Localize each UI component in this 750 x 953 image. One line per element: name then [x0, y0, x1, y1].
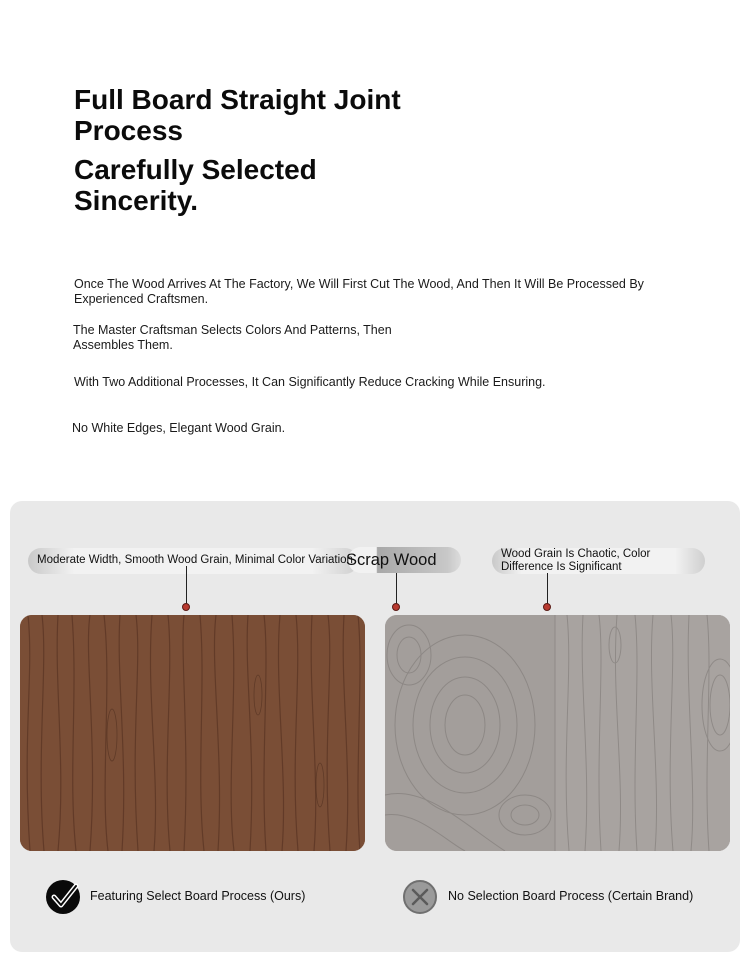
label-good-grain: Moderate Width, Smooth Wood Grain, Minimal Color Variation	[37, 554, 353, 566]
paragraph-craftsman-selection: The Master Craftsman Selects Colors And Patterns, Then Assembles Them.	[73, 323, 392, 352]
marker-dot-middle	[392, 603, 400, 611]
checkmark-icon	[46, 880, 80, 914]
paragraph-no-white-edges: No White Edges, Elegant Wood Grain.	[72, 421, 286, 435]
paragraph-reduce-cracking: With Two Additional Processes, It Can Significantly Reduce Cracking While Ensuring.	[74, 375, 546, 389]
cross-icon	[403, 880, 437, 914]
page-title: Full Board Straight Joint Process	[74, 84, 401, 146]
leader-line-right	[547, 573, 548, 604]
walnut-board-image	[20, 615, 365, 851]
caption-no-selection-board: No Selection Board Process (Certain Brand)	[448, 889, 694, 903]
label-chaotic-grain: Wood Grain Is Chaotic, Color Difference Is Significant	[501, 548, 651, 573]
scrap-wood-board-image	[385, 615, 730, 851]
paragraph-factory-process: Once The Wood Arrives At The Factory, We Will First Cut The Wood, And Then It Will Be Processed By Experienced Craftsmen.	[74, 277, 644, 306]
leader-line-left	[186, 566, 187, 604]
caption-select-board: Featuring Select Board Process (Ours)	[90, 889, 306, 903]
page-subtitle: Carefully Selected Sincerity.	[74, 154, 317, 216]
marker-dot-left	[182, 603, 190, 611]
marker-dot-right	[543, 603, 551, 611]
leader-line-middle	[396, 573, 397, 604]
label-scrap-wood: Scrap Wood	[346, 551, 437, 569]
